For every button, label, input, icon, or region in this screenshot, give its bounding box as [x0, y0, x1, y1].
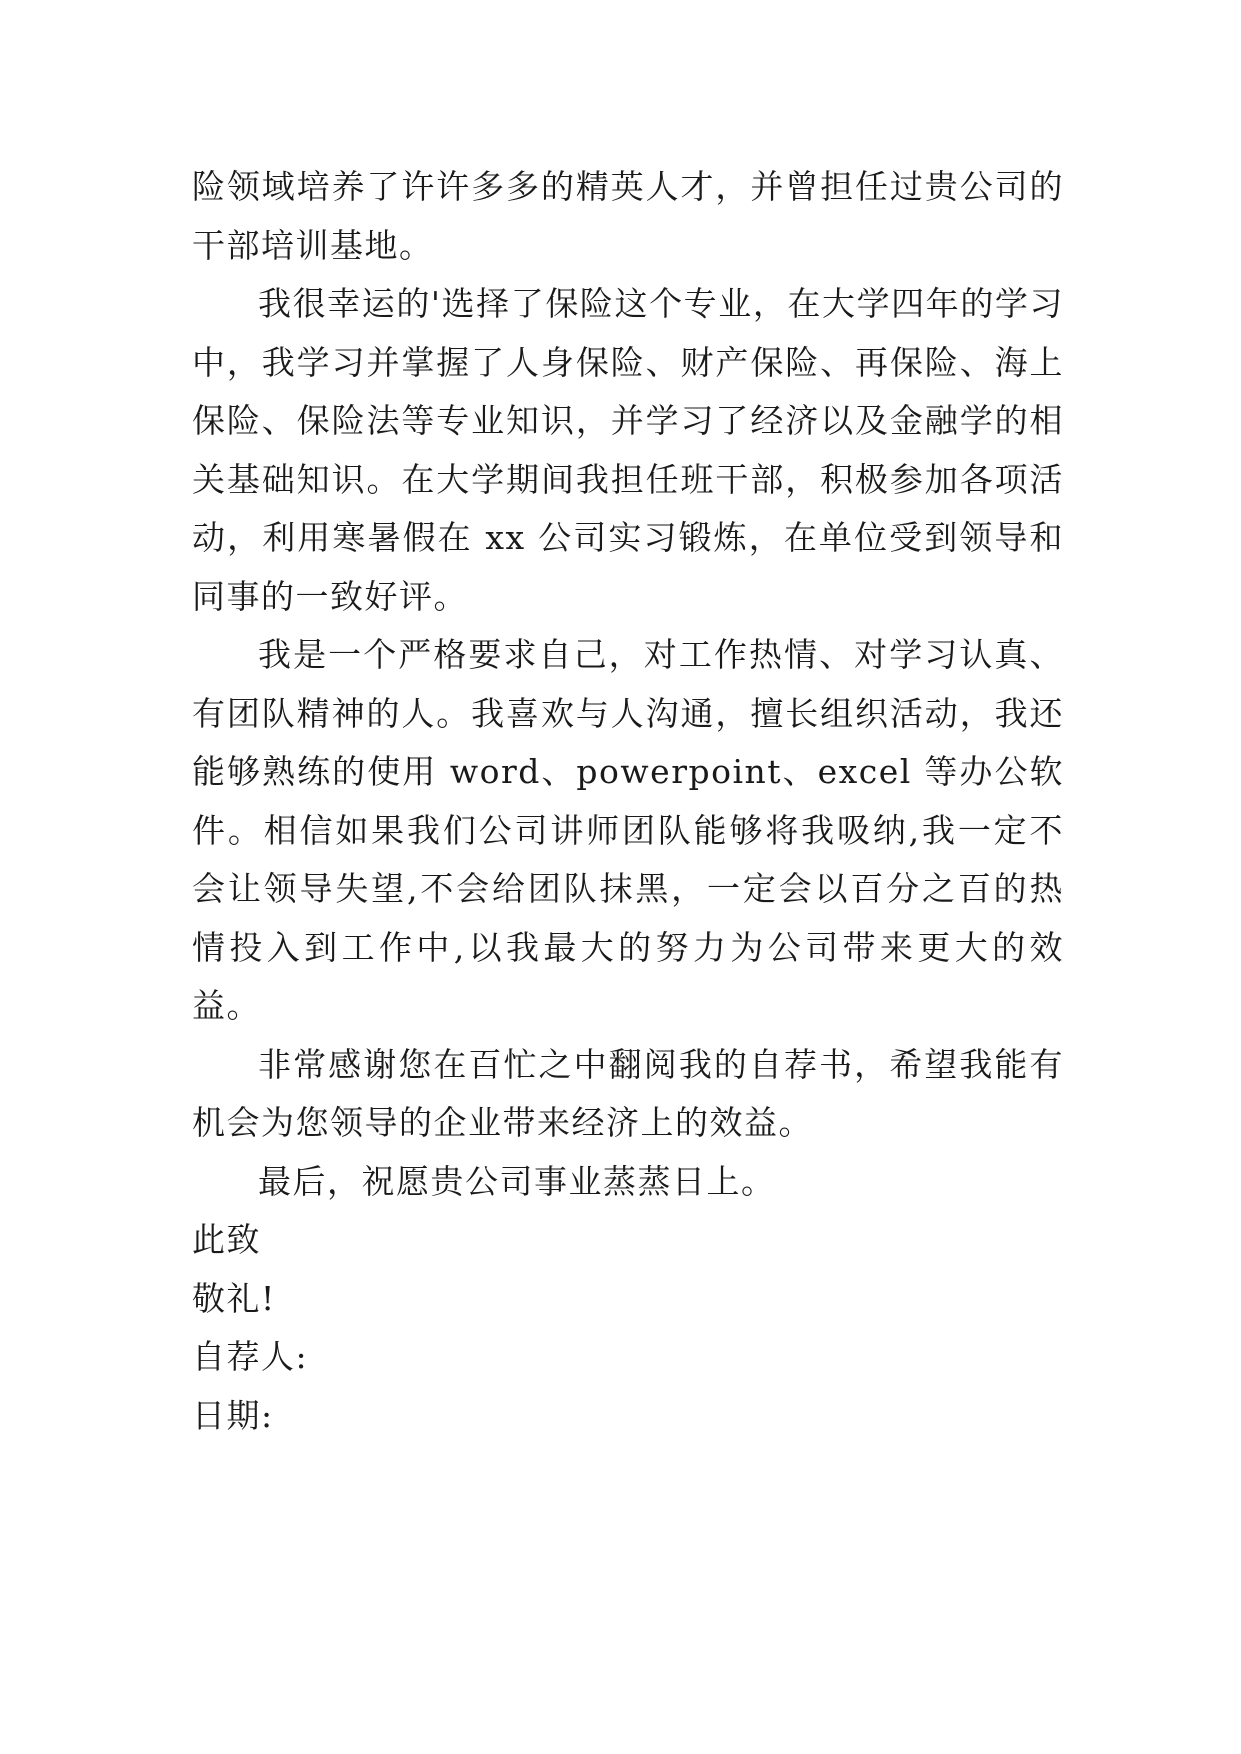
- paragraph-education: 我很幸运的'选择了保险这个专业，在大学四年的学习中，我学习并掌握了人身保险、财产保险、再保险、海上保险、保险法等专业知识，并学习了经济以及金融学的相关基础知识。在大学期间我担任班干部，积极参加各项活动，利用寒暑假在 xx 公司实习锻炼，在单位受到领导和同事的一致好评。: [192, 284, 1064, 616]
- letter-body: [192, 158, 1064, 1445]
- closing-salutation: 此致: [192, 1220, 261, 1259]
- paragraph-personality: 我是一个严格要求自己，对工作热情、对学习认真、有团队精神的人。我喜欢与人沟通，擅长组织活动，我还能够熟练的使用 word、powerpoint、excel 等办公软件。相信如果我们公司讲师团队能够将我吸纳,我一定不会让领导失望,不会给团队抹黑，一定会以百分之百的热情投入到工作中,以我最大的努力为公司带来更大的效益。: [192, 635, 1064, 1025]
- paragraph-thanks: 非常感谢您在百忙之中翻阅我的自荐书，希望我能有机会为您领导的企业带来经济上的效益。: [192, 1044, 1064, 1142]
- closing-regards: 敬礼!: [192, 1278, 276, 1318]
- date-label: 日期:: [192, 1395, 274, 1435]
- signer-label: 自荐人:: [192, 1337, 309, 1376]
- paragraph-continuation: 险领域培养了许许多多的精英人才，并曾担任过贵公司的干部培训基地。: [192, 167, 1064, 265]
- paragraph-wishes: 最后，祝愿贵公司事业蒸蒸日上。: [258, 1161, 776, 1201]
